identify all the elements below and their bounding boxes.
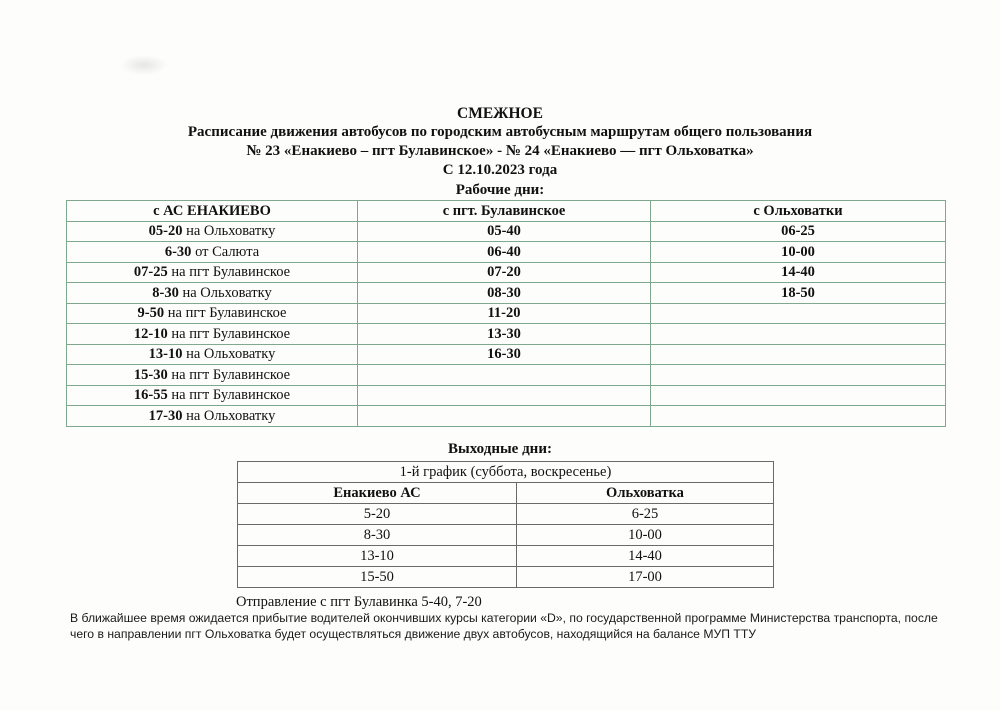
bulavinskoe-departure-cell (358, 365, 651, 386)
schedule-title-row (238, 462, 774, 483)
workdays-table (66, 200, 946, 427)
departure-time: 13-30 (487, 325, 521, 342)
departure-time: 08-30 (487, 284, 521, 301)
table-header-row (67, 201, 946, 222)
table-row (67, 262, 946, 283)
departure-time: 14-40 (781, 264, 815, 281)
departure-direction: от Салюта (195, 243, 260, 260)
enakievo-departure-cell (67, 324, 358, 345)
olkhovatka-departure-cell (651, 344, 946, 365)
enakievo-weekend-time: 15-50 (238, 567, 517, 588)
departure-direction: на Ольховатку (186, 223, 276, 240)
table-row (67, 242, 946, 263)
table-row (67, 283, 946, 304)
departure-time: 13-10 (148, 346, 183, 363)
departure-time: 11-20 (487, 305, 521, 322)
enakievo-departure-cell (67, 242, 358, 263)
column-header-enakievo: с АС ЕНАКИЕВО (67, 201, 358, 222)
olkhovatka-departure-cell (651, 283, 946, 304)
departure-direction: на Ольховатку (186, 346, 276, 363)
workdays-label: Рабочие дни: (455, 182, 545, 198)
enakievo-departure-cell (67, 344, 358, 365)
departure-time: 17-30 (148, 407, 183, 424)
bulavinskoe-departure-cell (358, 242, 651, 263)
departure-direction: на пгт Булавинское (167, 305, 287, 322)
column-header-olkhovatka: с Ольховатки (651, 201, 946, 222)
bulavinskoe-departure-cell (358, 324, 651, 345)
departure-direction: на пгт Булавинское (171, 387, 291, 404)
bulavinskoe-departure-cell (358, 406, 651, 427)
olkhovatka-weekend-time: 6-25 (517, 504, 774, 525)
olkhovatka-weekend-time: 14-40 (517, 546, 774, 567)
departure-time: 10-00 (781, 243, 815, 260)
olkhovatka-departure-cell (651, 221, 946, 242)
enakievo-departure-cell (67, 365, 358, 386)
olkhovatka-departure-cell (651, 365, 946, 386)
table-row (67, 324, 946, 345)
enakievo-weekend-time: 13-10 (238, 546, 517, 567)
table-header-row (238, 483, 774, 504)
schedule-title: 1-й график (суббота, воскресенье) (238, 462, 774, 483)
olkhovatka-departure-cell (651, 324, 946, 345)
departure-time: 16-30 (487, 346, 521, 363)
column-header-enakievo-as: Енакиево АС (238, 483, 517, 504)
scan-smudge (120, 55, 168, 75)
departure-time: 07-20 (487, 264, 521, 281)
table-row (238, 546, 774, 567)
departure-time: 6-30 (164, 243, 192, 260)
enakievo-departure-cell (67, 221, 358, 242)
enakievo-departure-cell (67, 262, 358, 283)
olkhovatka-weekend-time: 10-00 (517, 525, 774, 546)
departure-direction: на пгт Булавинское (171, 366, 291, 383)
bulavinskoe-departure-cell (358, 303, 651, 324)
departure-time: 07-25 (133, 264, 168, 281)
departure-time: 06-25 (781, 223, 815, 240)
olkhovatka-departure-cell (651, 262, 946, 283)
footer-note: В ближайшее время ожидается прибытие водителей окончивших курсы категории «D», по государственной программе Министерства транспорта, после чего в направлении пгт Ольховатка будет осуществляться движение двух автобусов, находящийся на балансе МУП ТТУ (70, 611, 938, 641)
olkhovatka-departure-cell (651, 303, 946, 324)
departure-direction: на Ольховатку (182, 284, 272, 301)
table-row (238, 567, 774, 588)
olkhovatka-departure-cell (651, 242, 946, 263)
departure-time: 18-50 (781, 284, 815, 301)
bulavinskoe-departure-cell (358, 221, 651, 242)
departure-time: 06-40 (487, 243, 521, 260)
enakievo-departure-cell (67, 303, 358, 324)
weekend-table (237, 461, 774, 588)
enakievo-weekend-time: 5-20 (238, 504, 517, 525)
departure-direction: на пгт Булавинское (171, 325, 291, 342)
table-row (67, 303, 946, 324)
bulavinskoe-departure-cell (358, 385, 651, 406)
departure-time: 16-55 (133, 387, 168, 404)
route-numbers: № 23 «Енакиево – пгт Булавинское» - № 24 «Енакиево — пгт Ольховатка» (246, 143, 754, 159)
weekend-label: Выходные дни: (448, 441, 552, 457)
enakievo-departure-cell (67, 406, 358, 427)
table-row (67, 344, 946, 365)
departure-direction: на Ольховатку (186, 407, 276, 424)
column-header-bulavinskoe: с пгт. Булавинское (358, 201, 651, 222)
bulavinskoe-departure-cell (358, 344, 651, 365)
table-row (67, 406, 946, 427)
olkhovatka-departure-cell (651, 385, 946, 406)
table-row (67, 385, 946, 406)
departure-time: 05-40 (487, 223, 521, 240)
departure-time: 9-50 (137, 305, 165, 322)
column-header-olkhovatka: Ольховатка (517, 483, 774, 504)
table-row (67, 365, 946, 386)
bulavinskoe-departure-cell (358, 283, 651, 304)
departure-note: Отправление с пгт Булавинка 5-40, 7-20 (236, 594, 482, 610)
table-row (238, 504, 774, 525)
departure-time: 15-30 (133, 366, 168, 383)
departure-time: 8-30 (152, 284, 179, 301)
document-subtitle: Расписание движения автобусов по городским автобусным маршрутам общего пользования (187, 124, 813, 140)
olkhovatka-weekend-time: 17-00 (517, 567, 774, 588)
table-row (67, 221, 946, 242)
olkhovatka-departure-cell (651, 406, 946, 427)
enakievo-departure-cell (67, 283, 358, 304)
departure-direction: на пгт Булавинское (171, 264, 291, 281)
enakievo-weekend-time: 8-30 (238, 525, 517, 546)
effective-date: С 12.10.2023 года (442, 162, 558, 178)
document-title: СМЕЖНОЕ (457, 105, 543, 122)
departure-time: 05-20 (148, 223, 183, 240)
bulavinskoe-departure-cell (358, 262, 651, 283)
departure-time: 12-10 (133, 325, 168, 342)
enakievo-departure-cell (67, 385, 358, 406)
table-row (238, 525, 774, 546)
